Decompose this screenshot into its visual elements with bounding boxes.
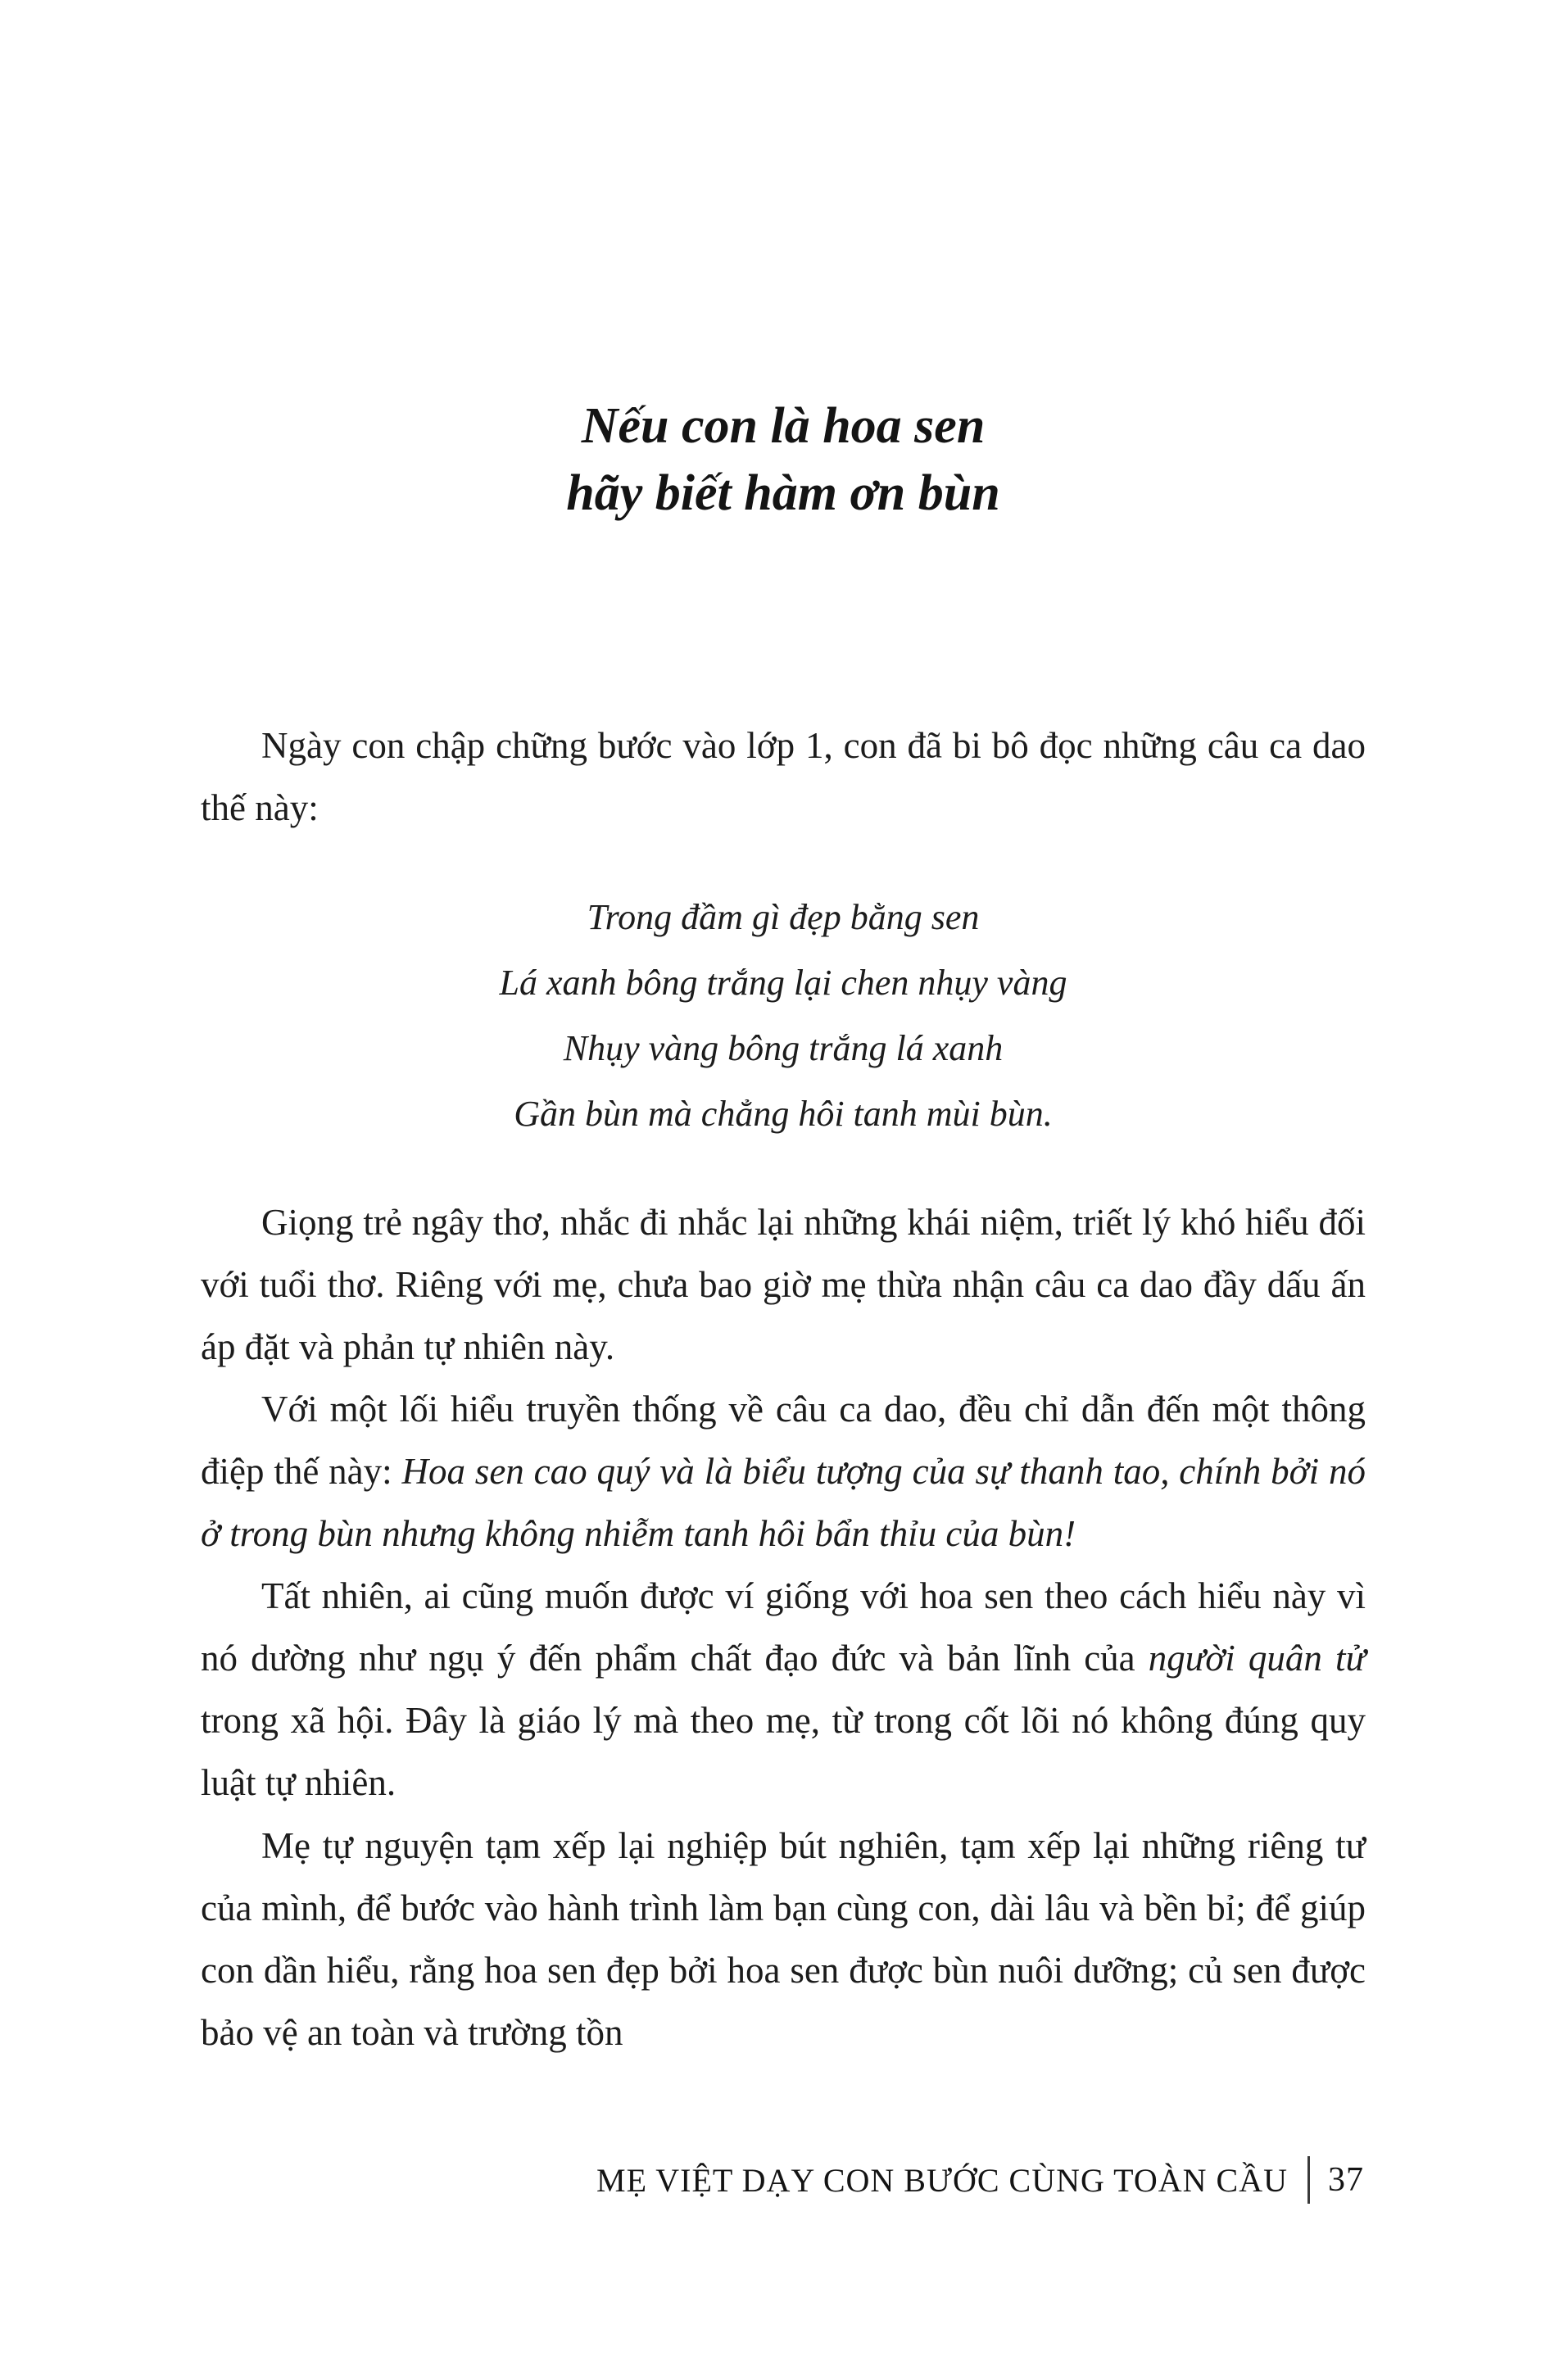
paragraph-2-emphasis: Hoa sen cao quý và là biểu tượng của sự thanh tao, chính bởi nó ở trong bùn nhưng không nhiễm tanh hôi bẩn thỉu của bùn! bbox=[201, 1451, 1366, 1555]
paragraph-3-part-1: Tất nhiên, ai cũng muốn được ví giống với hoa sen theo cách hiểu này vì nó dường như ngụ ý đến phẩm chất đạo đức và bản lĩnh của bbox=[201, 1575, 1366, 1679]
paragraph-1: Giọng trẻ ngây thơ, nhắc đi nhắc lại những khái niệm, triết lý khó hiểu đối với tuổi thơ. Riêng với mẹ, chưa bao giờ mẹ thừa nhận câu ca dao đầy dấu ấn áp đặt và phản tự nhiên này. bbox=[201, 1202, 1366, 1368]
folk-poem bbox=[201, 885, 1366, 1147]
paragraph-3 bbox=[201, 1565, 1366, 1814]
chapter-title-line-2: hãy biết hàm ơn bùn bbox=[566, 464, 1000, 521]
page-footer bbox=[596, 2156, 1364, 2204]
intro-paragraph: Ngày con chập chững bước vào lớp 1, con đã bi bô đọc những câu ca dao thế này: bbox=[201, 724, 1366, 828]
poem-line-3: Nhụy vàng bông trắng lá xanh bbox=[563, 1027, 1004, 1068]
poem-line-1: Trong đầm gì đẹp bằng sen bbox=[587, 896, 980, 937]
poem-line-2: Lá xanh bông trắng lại chen nhụy vàng bbox=[499, 962, 1067, 1003]
chapter-title bbox=[201, 393, 1366, 528]
paragraph-2-lead: Với một lối hiểu truyền thống về câu ca dao, đều chỉ dẫn đến một thông điệp thế này: bbox=[201, 1389, 1366, 1493]
footer-divider bbox=[1307, 2156, 1310, 2204]
paragraph-3-part-2: trong xã hội. Đây là giáo lý mà theo mẹ, từ trong cốt lõi nó không đúng quy luật tự nhiên. bbox=[201, 1700, 1366, 1804]
page-number: 37 bbox=[1328, 2161, 1364, 2199]
book-page-text-block bbox=[201, 0, 1366, 2064]
poem-line-4: Gần bùn mà chẳng hôi tanh mùi bùn. bbox=[514, 1093, 1053, 1134]
running-book-title: MẸ VIỆT DẠY CON BƯỚC CÙNG TOÀN CẦU bbox=[596, 2161, 1288, 2199]
chapter-title-line-1: Nếu con là hoa sen bbox=[581, 398, 986, 454]
paragraph-3-emphasis: người quân tử bbox=[1148, 1638, 1366, 1679]
paragraph-4: Mẹ tự nguyện tạm xếp lại nghiệp bút nghiên, tạm xếp lại những riêng tư của mình, để bước vào hành trình làm bạn cùng con, dài lâu và bền bỉ; để giúp con dần hiểu, rằng hoa sen đẹp bởi hoa sen được bùn nuôi dưỡng; củ sen được bảo vệ an toàn và trường tồn bbox=[201, 1824, 1366, 2053]
paragraph-2 bbox=[201, 1378, 1366, 1565]
